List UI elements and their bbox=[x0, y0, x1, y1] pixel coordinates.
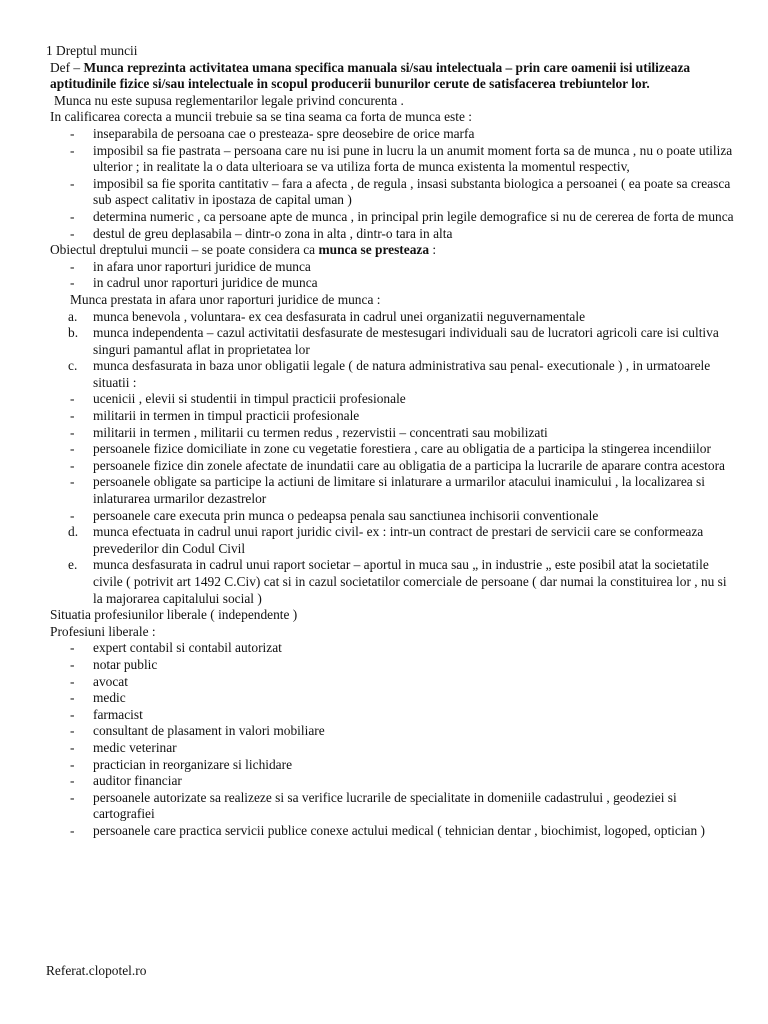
list-item bbox=[46, 740, 736, 757]
list-marker: - bbox=[70, 424, 75, 440]
list-item bbox=[46, 275, 736, 292]
obiectul-suffix: : bbox=[429, 242, 437, 258]
list-item-text: munca desfasurata in baza unor obligatii legale ( de natura administrativa sau penal- executionale ) , in urmatoarele situatii : bbox=[93, 358, 711, 390]
list-item bbox=[46, 408, 736, 425]
list-item bbox=[46, 773, 736, 790]
list-munca-prestata bbox=[46, 309, 736, 608]
list-item-text: determina numeric , ca persoane apte de munca , in principal prin legile demografice si nu de cererea de forta de munca bbox=[93, 208, 734, 224]
dash-marker: - bbox=[70, 756, 75, 772]
list-item-text: persoanele autorizate sa realizeze si sa verifice lucrarile de specialitate in domeniile cadastrului , geodeziei si cartografiei bbox=[93, 789, 677, 822]
list-item-text: consultant de plasament in valori mobiliare bbox=[93, 723, 325, 739]
paragraph-calificare: In calificarea corecta a muncii trebuie sa se tina seama ca forta de munca este : bbox=[50, 109, 472, 125]
definition-prefix: Def – bbox=[50, 59, 84, 75]
paragraph-situatia: Situatia profesiunilor liberale ( independente ) bbox=[50, 607, 298, 623]
list-marker: d. bbox=[68, 524, 79, 540]
dash-marker: - bbox=[70, 673, 75, 689]
list-item-text: munca desfasurata in cadrul unui raport societar – aportul in muca sau „ in industrie „ este posibil atat la societatile civile ( potrivit art 1492 C.Civ) cat si in cazul societatilor comerciale de persoane ( dar numai la constituirea lor , nu si la majorarea capitalului social ) bbox=[93, 557, 727, 606]
list-raporturi bbox=[46, 259, 736, 292]
list-item-text: practician in reorganizare si lichidare bbox=[93, 756, 293, 772]
dash-marker: - bbox=[70, 789, 75, 805]
list-item-text: avocat bbox=[93, 673, 128, 689]
list-item-text: in afara unor raporturi juridice de munca bbox=[93, 258, 311, 274]
definition-paragraph bbox=[46, 60, 736, 93]
list-item bbox=[46, 226, 736, 243]
list-item-text: munca benevola , voluntara- ex cea desfasurata in cadrul unei organizatii neguvernamentale bbox=[93, 308, 586, 324]
paragraph-obiectul bbox=[46, 242, 736, 259]
obiectul-prefix: Obiectul dreptului muncii – se poate considera ca bbox=[50, 242, 319, 258]
list-item bbox=[46, 425, 736, 442]
list-forta-de-munca bbox=[46, 126, 736, 242]
list-item bbox=[46, 640, 736, 657]
paragraph-profesiuni: Profesiuni liberale : bbox=[50, 623, 156, 639]
dash-marker: - bbox=[70, 656, 75, 672]
list-item bbox=[46, 474, 736, 507]
list-item-text: destul de greu deplasabila – dintr-o zona in alta , dintr-o tara in alta bbox=[93, 225, 453, 241]
list-item bbox=[46, 657, 736, 674]
list-item-text: persoanele fizice domiciliate in zone cu vegetatie forestiera , care au obligatia de a participa la stingerea incendiilor bbox=[93, 441, 711, 457]
list-item bbox=[46, 391, 736, 408]
list-item bbox=[46, 723, 736, 740]
list-marker: - bbox=[70, 408, 75, 424]
obiectul-bold: munca se presteaza bbox=[318, 242, 430, 258]
list-item-text: farmacist bbox=[93, 706, 143, 722]
list-item-text: in cadrul unor raporturi juridice de munca bbox=[93, 275, 318, 291]
list-item-text: militarii in termen , militarii cu termen redus , rezervistii – concentrati sau mobilizati bbox=[93, 424, 548, 440]
list-marker: - bbox=[70, 391, 75, 407]
list-item-text: auditor financiar bbox=[93, 773, 182, 789]
dash-marker: - bbox=[70, 125, 75, 141]
list-item bbox=[46, 441, 736, 458]
list-item bbox=[46, 757, 736, 774]
list-marker: - bbox=[70, 457, 75, 473]
dash-marker: - bbox=[70, 822, 75, 838]
list-marker: b. bbox=[68, 325, 79, 341]
list-marker: a. bbox=[68, 308, 78, 324]
list-item bbox=[46, 557, 736, 607]
list-item-text: militarii in termen in timpul practicii profesionale bbox=[93, 408, 360, 424]
list-item-text: imposibil sa fie sporita cantitativ – fara a afecta , de regula , insasi substanta biologica a persoanei ( ea poate sa creasca sub aspect calitativ in ipostaza de capital uman ) bbox=[93, 175, 731, 208]
list-marker: - bbox=[70, 441, 75, 457]
dash-marker: - bbox=[70, 258, 75, 274]
definition-text: Munca reprezinta activitatea umana specifica manuala si/sau intelectuala – prin care oamenii isi utilizeaza aptitudinile fizice si/sau intelectuale in scopul producerii bunurilor cerute de satisfacerea trebiuntelor lor. bbox=[50, 59, 691, 92]
paragraph-concurenta: Munca nu este supusa reglementarilor legale privind concurenta . bbox=[54, 92, 404, 108]
list-item-text: munca independenta – cazul activitatii desfasurate de mestesugari individuali sau de lucratori agricoli care isi cultiva singuri pamantul aflat in proprietatea lor bbox=[93, 325, 719, 357]
list-item bbox=[46, 209, 736, 226]
list-item bbox=[46, 707, 736, 724]
list-item-text: persoanele care practica servicii publice conexe actului medical ( tehnician dentar , biochimist, logoped, optician ) bbox=[93, 822, 705, 838]
list-item bbox=[46, 358, 736, 391]
list-item bbox=[46, 823, 736, 840]
dash-marker: - bbox=[70, 640, 75, 656]
list-item bbox=[46, 790, 736, 823]
list-item-text: ucenicii , elevii si studentii in timpul practicii profesionale bbox=[93, 391, 406, 407]
dash-marker: - bbox=[70, 175, 75, 191]
dash-marker: - bbox=[70, 208, 75, 224]
list-profesiuni-liberale bbox=[46, 640, 736, 839]
list-item bbox=[46, 259, 736, 276]
list-item-text: persoanele fizice din zonele afectate de inundatii care au obligatia de a participa la lucrarile de aparare contra acestora bbox=[93, 457, 725, 473]
dash-marker: - bbox=[70, 706, 75, 722]
list-item bbox=[46, 524, 736, 557]
dash-marker: - bbox=[70, 275, 75, 291]
list-item bbox=[46, 690, 736, 707]
dash-marker: - bbox=[70, 225, 75, 241]
list-item-text: imposibil sa fie pastrata – persoana care nu isi pune in lucru la un anumit moment forta sa de munca , nu o poate utiliza ulterior ; in realitate la o data ulterioara se va utiliza forta de munca existenta la momentul respectiv, bbox=[93, 142, 733, 175]
list-item bbox=[46, 508, 736, 525]
dash-marker: - bbox=[70, 773, 75, 789]
list-item-text: medic bbox=[93, 690, 126, 706]
list-item bbox=[46, 176, 736, 209]
dash-marker: - bbox=[70, 690, 75, 706]
dash-marker: - bbox=[70, 142, 75, 158]
list-item-text: persoanele care executa prin munca o pedeapsa penala sau sanctiunea inchisorii conventionale bbox=[93, 507, 599, 523]
list-item bbox=[46, 143, 736, 176]
paragraph-munca-prestata: Munca prestata in afara unor raporturi juridice de munca : bbox=[70, 291, 381, 307]
dash-marker: - bbox=[70, 739, 75, 755]
list-marker: c. bbox=[68, 358, 78, 374]
list-marker: - bbox=[70, 474, 75, 490]
dash-marker: - bbox=[70, 723, 75, 739]
list-item bbox=[46, 309, 736, 326]
list-item-text: munca efectuata in cadrul unui raport juridic civil- ex : intr-un contract de prestari de servicii care se conformeaza prevederilor din Codul Civil bbox=[93, 524, 704, 556]
list-marker: e. bbox=[68, 557, 78, 573]
list-item-text: inseparabila de persoana cae o presteaza- spre deosebire de orice marfa bbox=[93, 125, 475, 141]
document-body bbox=[46, 43, 736, 840]
list-item bbox=[46, 458, 736, 475]
list-item bbox=[46, 325, 736, 358]
list-item-text: persoanele obligate sa participe la actiuni de limitare si inlaturare a urmarilor atacului inamicului , la localizarea si inlaturarea urmarilor dezastrelor bbox=[93, 474, 705, 507]
list-item bbox=[46, 126, 736, 143]
list-item bbox=[46, 674, 736, 691]
list-item-text: medic veterinar bbox=[93, 739, 177, 755]
document-title: 1 Dreptul muncii bbox=[46, 43, 138, 58]
list-item-text: notar public bbox=[93, 656, 158, 672]
footer-source: Referat.clopotel.ro bbox=[46, 963, 147, 978]
list-marker: - bbox=[70, 507, 75, 523]
list-item-text: expert contabil si contabil autorizat bbox=[93, 640, 282, 656]
